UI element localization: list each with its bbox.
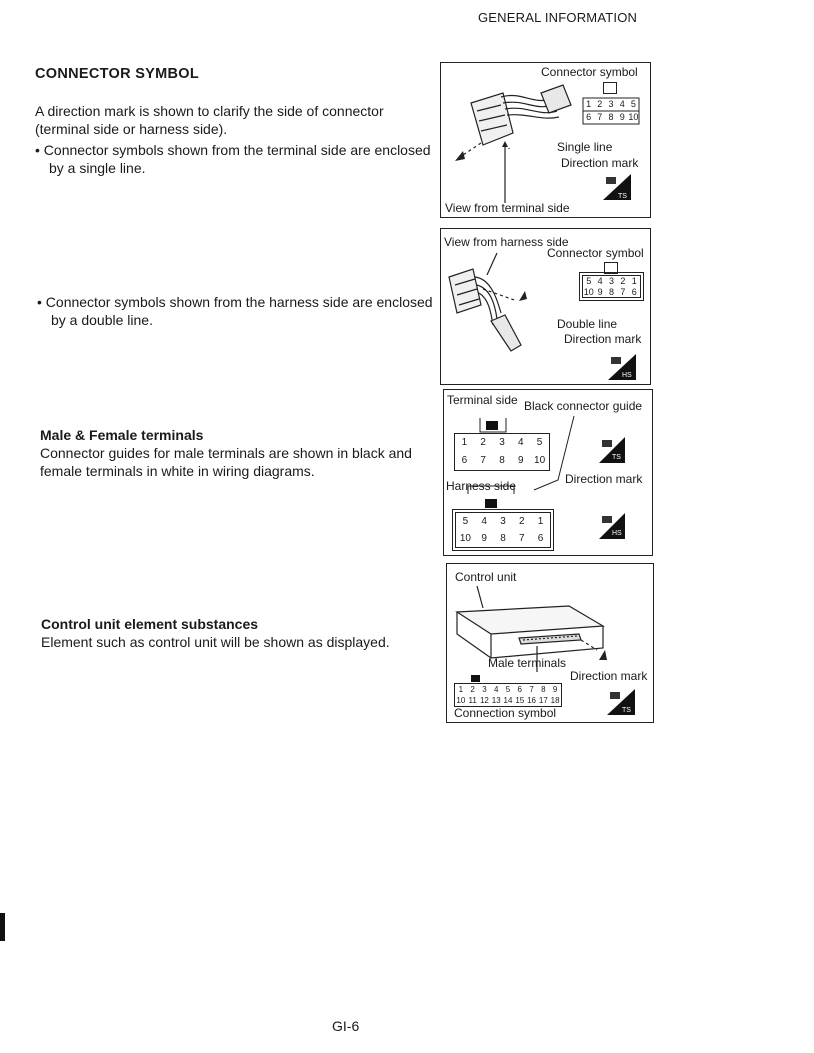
pin: 16 [527,696,536,705]
pin: 3 [500,516,506,527]
black-connector-guide-ts [486,421,498,430]
pin: 8 [608,287,614,297]
pin: 6 [631,287,637,297]
pin: 2 [519,516,525,527]
pin: 1 [537,516,544,527]
pin: 2 [470,685,475,694]
pin: 8 [499,455,505,466]
pin: 2 [597,99,603,109]
page-header: GENERAL INFORMATION [478,10,638,25]
control-unit-pin-grid [454,683,562,707]
pin: 7 [519,533,525,544]
pin: 8 [608,112,614,122]
ts-badge-text: TS [612,454,621,461]
pin: 6 [517,685,522,694]
pin: 9 [552,685,558,694]
control-unit-label: Control unit [455,570,517,584]
direction-arrow-icon [599,650,607,660]
pin: 5 [462,516,469,527]
male-grid-harness-side [452,509,554,551]
pin: 3 [608,276,614,286]
bullet-single-line: • Connector symbols shown from the terminal side are enclosed by a single line. [35,142,431,176]
figure-control-unit [446,563,654,723]
pin: 15 [515,696,525,705]
pin: 10 [628,112,639,122]
direction-arrow-icon [455,151,465,161]
pin: 5 [536,437,543,448]
connector-symbol-label: Connector symbol [541,65,638,79]
pin: 5 [630,99,636,109]
connection-symbol-label: Connection symbol [454,706,557,720]
pin: 6 [537,533,544,544]
pin: 7 [597,112,603,122]
heading-connector-symbol: CONNECTOR SYMBOL [35,66,200,82]
control-unit-paragraph: Element such as control unit will be shown as displayed. [41,634,390,650]
direction-arrow-icon [519,291,527,301]
pin: 10 [583,287,594,297]
male-grid-terminal-side [454,433,550,471]
pin: 9 [518,455,524,466]
view-from-harness-label: View from harness side [444,235,569,249]
pin: 9 [481,533,487,544]
ts-badge-text: TS [618,193,627,200]
terminal-side-label: Terminal side [447,393,518,407]
connector-symbol-label: Connector symbol [547,246,644,260]
pin: 11 [468,696,477,705]
pin: 7 [529,685,534,694]
figure-male-female [443,389,653,556]
pin: 17 [538,696,548,705]
pin: 10 [459,533,471,544]
pin: 18 [550,696,560,705]
direction-mark-label: Direction mark [561,156,639,170]
pin: 10 [456,696,466,705]
pin: 3 [482,685,487,694]
pin: 8 [500,533,506,544]
direction-mark-label: Direction mark [565,472,643,486]
connector-grid-double [579,272,644,301]
pin: 9 [597,287,603,297]
bullet-single-text: Connector symbols shown from the terminal side are enclosed by a single line. [43,142,431,176]
connector-pins-double [582,275,641,298]
harness-side-label: Harness side [446,479,517,493]
black-guide-label: Black connector guide [524,399,643,413]
pin: 7 [620,287,626,297]
direction-mark-label: Direction mark [564,332,642,346]
double-line-label: Double line [557,317,618,331]
pin: 7 [480,455,486,466]
pin: 4 [493,685,499,694]
pin: 12 [479,696,489,705]
pin: 1 [461,437,468,448]
view-from-terminal-label: View from terminal side [445,201,570,215]
male-female-paragraph: Connector guides for male terminals are shown in black and female terminals in white in wiring diagrams. [40,445,412,479]
figure-terminal-side [440,62,651,218]
figure-harness-side [440,228,651,385]
male-pins-harness [455,512,551,548]
male-terminals-label: Male terminals [488,656,567,670]
heading-control-unit: Control unit element substances [41,616,259,632]
pin: 6 [461,455,468,466]
intro-paragraph: A direction mark is shown to clarify the side of connector (terminal side or harness side). [35,103,384,137]
pin: 8 [541,685,546,694]
black-connector-guide [471,675,480,682]
pin: 5 [586,276,592,286]
bullet-double-line: • Connector symbols shown from the harness side are enclosed by a double line. [37,294,433,328]
pin: 9 [619,112,625,122]
pin: 1 [631,276,637,286]
hs-badge-text: HS [622,372,632,379]
pin: 2 [620,276,626,286]
pin: 1 [458,685,464,694]
pin: 13 [491,696,501,705]
page-number: GI-6 [332,1018,360,1034]
heading-male-female: Male & Female terminals [40,427,204,443]
pin: 4 [619,99,625,109]
direction-mark-label: Direction mark [570,669,648,683]
hs-badge-text: HS [612,530,622,537]
single-line-label: Single line [557,140,613,154]
connector-pins-single [583,98,639,124]
ts-badge-text: TS [622,707,631,714]
pin: 2 [480,437,486,448]
pin: 3 [608,99,614,109]
pin: 10 [534,455,546,466]
pin: 14 [503,696,513,705]
pin: 4 [518,437,524,448]
black-connector-guide-hs [485,499,497,508]
pin: 1 [586,99,592,109]
binding-edge-mark [0,913,5,941]
pin: 3 [499,437,505,448]
bullet-double-text: Connector symbols shown from the harness side are enclosed by a double line. [45,294,433,328]
pin: 4 [481,516,487,527]
pin: 4 [597,276,603,286]
pin: 6 [586,112,592,122]
pin: 5 [505,685,511,694]
